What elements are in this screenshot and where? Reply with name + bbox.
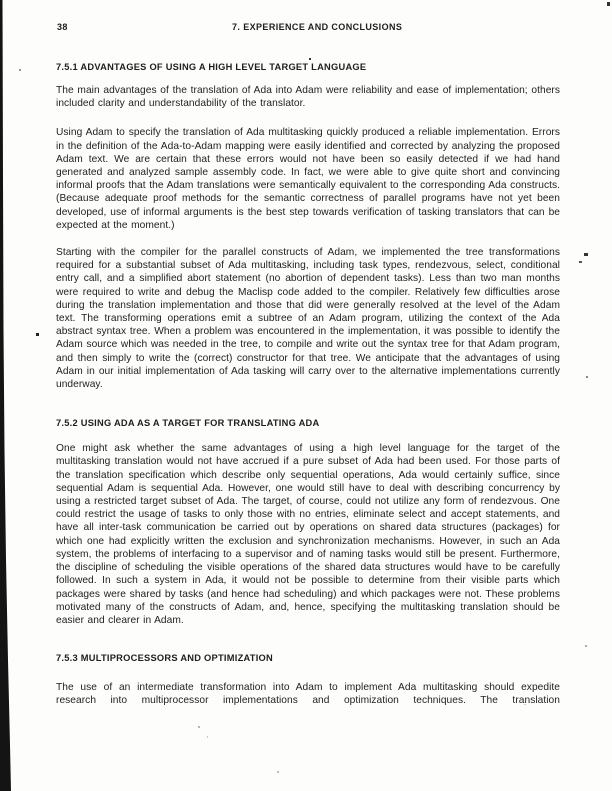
scan-speck	[586, 376, 588, 378]
scan-speck	[579, 261, 582, 263]
paragraph: One might ask whether the same advantages of using a high level language for the target of the multitasking translation would not have accrued if a pure subset of Ada had been used. For those parts of the translation specification which describe only sequential operations, Ada would certainly suffice, since sequential Adam is sequential Ada. However, one would still have to deal with describing concurrency by using a restricted target subset of Ada. The target, of course, could not utilize any form of rendezvous. One could restrict the usage of tasks to only those with no entries, eliminate select and accept statements, and have all inter-task communication be carried out by operations on shared data structures (packages) for which one had explicitly written the exclusion and synchronization mechanisms. However, in such an Ada system, the problems of interfacing to a supervisor and of naming tasks would still be present. Furthermore, the discipline of scheduling the visible operations of the shared data structures would have to be carefully followed. In such a system in Ada, it would not be possible to determine from their visible parts which packages were shared by tasks (and hence had scheduling) and which packages were not. These problems motivated many of the constructs of Adam, and, hence, specifying the multitasking translation should be easier and clearer in Adam.	[56, 443, 560, 626]
scan-speck	[198, 726, 200, 728]
page-number: 38	[57, 22, 68, 32]
section-753	[56, 653, 560, 707]
section-751	[56, 62, 560, 391]
running-header: 7. EXPERIENCE AND CONCLUSIONS	[232, 22, 403, 32]
section-heading: 7.5.3 MULTIPROCESSORS AND OPTIMIZATION	[56, 653, 273, 664]
scan-speck	[585, 645, 587, 647]
paragraph: Using Adam to specify the translation of Ada multitasking quickly produced a reliable implementation. Errors in the definition of the Ada-to-Adam mapping were easily identified and corrected by analyzing the proposed Adam text. We are certain that these errors would not have been so easily detected if we had hand generated and analyzed sample assembly code. In fact, we were able to give quite short and convincing informal proofs that the Adam translations were semantically equivalent to the corresponding Ada constructs. (Because adequate proof methods for the semantic correctness of parallel programs have not yet been developed, use of informal arguments is the best step towards verification of tasking translators that can be expected at the moment.)	[56, 127, 560, 231]
scan-speck	[607, 2, 610, 6]
paragraph: Starting with the compiler for the parallel constructs of Adam, we implemented the tree transformations required for a substantial subset of Ada multitasking, including task types, rendezvous, select, conditional entry call, and a simplified abort statement (no abortion of dependent tasks). Less than two man months were required to write and debug the Maclisp code added to the compiler. Relatively few difficulties arose during the translation implementation and those that did were generally resolved at the level of the Adam text. The transforming operations emit a subtree of an Adam program, utilizing the context of the Ada abstract syntax tree. When a problem was encountered in the implementation, it was possible to identify the Adam source which was needed in the tree, to compile and write out the syntax tree for that Adam program, and then simply to write the (correct) constructor for that tree. We anticipate that the advantages of using Adam in our initial implementation of Ada tasking will carry over to the alternative implementations currently underway.	[56, 247, 560, 391]
paragraph: The use of an intermediate transformation into Adam to implement Ada multitasking should expedite research into multiprocessor implementations and optimization techniques. The translation	[56, 682, 560, 707]
page-content	[56, 22, 560, 708]
section-752	[56, 418, 560, 627]
scan-speck	[19, 69, 21, 71]
scan-speck	[207, 736, 208, 738]
scan-speck	[36, 333, 39, 336]
scan-speck	[277, 771, 279, 773]
paragraph: The main advantages of the translation of Ada into Adam were reliability and ease of implementation; others included clarity and understandability of the translator.	[56, 85, 560, 110]
scan-left-edge-artifact	[0, 0, 12, 791]
section-heading: 7.5.2 USING ADA AS A TARGET FOR TRANSLATING ADA	[56, 418, 320, 429]
page-header	[56, 22, 560, 34]
scan-speck	[584, 253, 588, 256]
section-heading: 7.5.1 ADVANTAGES OF USING A HIGH LEVEL TARGET LANGUAGE	[56, 62, 367, 72]
